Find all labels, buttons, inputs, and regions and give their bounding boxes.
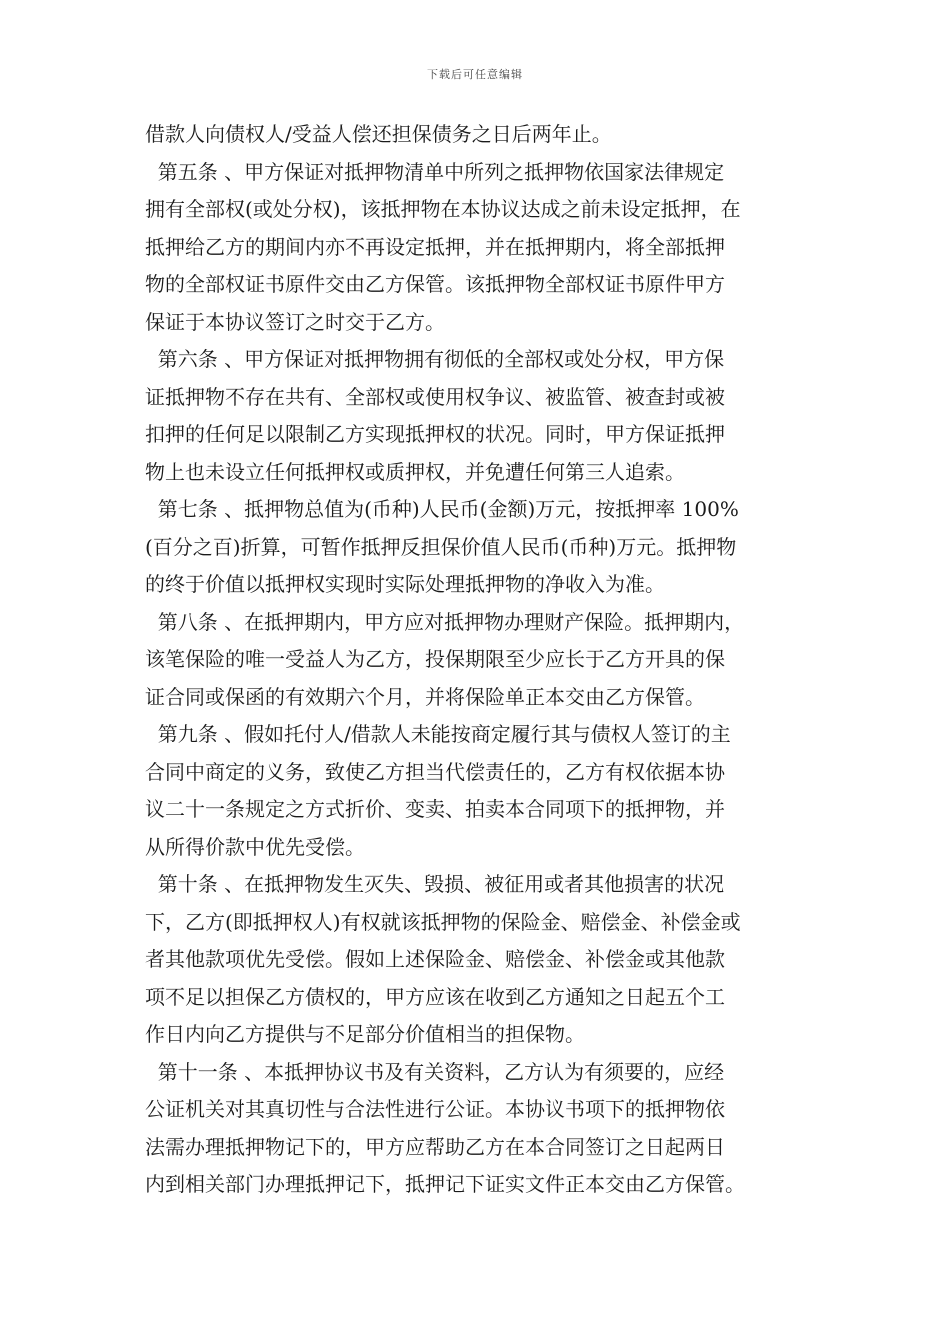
paragraph-article-8 [145, 604, 820, 717]
text-line: 物上也未设立任何抵押权或质押权，并免遭任何第三人追索。 [145, 459, 685, 484]
text-line: 扣押的任何足以限制乙方实现抵押权的状况。同时，甲方保证抵押 [145, 422, 725, 446]
text-line: 公证机关对其真切性与合法性进行公证。本协议书项下的抵押物依 [145, 1097, 725, 1121]
text-line: 内到相关部门办理抵押记下，抵押记下证实文件正本交由乙方保管。 [145, 1172, 745, 1196]
paragraph-article-5 [145, 154, 820, 342]
paragraph-article-10 [145, 866, 820, 1054]
text-line: 的终于价值以抵押权实现时实际处理抵押物的净收入为准。 [145, 572, 665, 596]
text-line: 第十一条 、本抵押协议书及有关资料，乙方认为有须要的，应经 [145, 1059, 725, 1084]
paragraph-article-9 [145, 716, 820, 866]
text-line: 议二十一条规定之方式折价、变卖、拍卖本合同项下的抵押物，并 [145, 797, 725, 821]
text-line: (百分之百)折算，可暂作抵押反担保价值人民币(币种)万元。抵押物 [145, 534, 737, 559]
text-line: 拥有全部权(或处分权)，该抵押物在本协议达成之前未设定抵押，在 [145, 197, 741, 221]
text-line: 法需办理抵押物记下的，甲方应帮助乙方在本合同签订之日起两日 [145, 1134, 725, 1159]
text-line: 证合同或保函的有效期六个月，并将保险单正本交由乙方保管。 [145, 684, 705, 709]
text-line: 作日内向乙方提供与不足部分价值相当的担保物。 [145, 1022, 585, 1046]
paragraph-continuation [145, 116, 820, 154]
document-body [145, 116, 820, 1204]
text-line: 项不足以担保乙方债权的，甲方应该在收到乙方通知之日起五个工 [145, 984, 725, 1009]
paragraph-article-11 [145, 1054, 820, 1204]
text-line: 物的全部权证书原件交由乙方保管。该抵押物全部权证书原件甲方 [145, 272, 725, 296]
paragraph-article-6 [145, 341, 820, 491]
text-line: 第九条 、假如托付人/借款人未能按商定履行其与债权人签订的主 [145, 722, 731, 746]
text-line: 该笔保险的唯一受益人为乙方，投保期限至少应长于乙方开具的保 [145, 647, 725, 671]
text-line: 从所得价款中优先受偿。 [145, 834, 365, 859]
text-line: 证抵押物不存在共有、全部权或使用权争议、被监管、被查封或被 [145, 384, 725, 409]
page-header: 下载后可任意编辑 [427, 68, 523, 81]
text-line: 保证于本协议签订之时交于乙方。 [145, 309, 445, 334]
text-line: 合同中商定的义务，致使乙方担当代偿责任的，乙方有权依据本协 [145, 759, 725, 784]
paragraph-article-7 [145, 491, 820, 604]
text-line: 第十条 、在抵押物发生灭失、毁损、被征用或者其他损害的状况 [145, 872, 725, 896]
text-line: 第五条 、甲方保证对抵押物清单中所列之抵押物依国家法律规定 [145, 159, 725, 184]
text-line: 第六条 、甲方保证对抵押物拥有彻低的全部权或处分权，甲方保 [145, 347, 725, 371]
text-line: 第八条 、在抵押期内，甲方应对抵押物办理财产保险。抵押期内， [145, 609, 745, 634]
text-line: 第七条 、抵押物总值为(币种)人民币(金额)万元，按抵押率 100% [145, 497, 739, 521]
text-line: 者其他款项优先受偿。假如上述保险金、赔偿金、补偿金或其他款 [145, 947, 725, 971]
text-line: 下，乙方(即抵押权人)有权就该抵押物的保险金、赔偿金、补偿金或 [145, 909, 741, 934]
text-line: 抵押给乙方的期间内亦不再设定抵押，并在抵押期内，将全部抵押 [145, 234, 725, 259]
text-line: 借款人向债权人/受益人偿还担保债务之日后两年止。 [145, 122, 612, 146]
